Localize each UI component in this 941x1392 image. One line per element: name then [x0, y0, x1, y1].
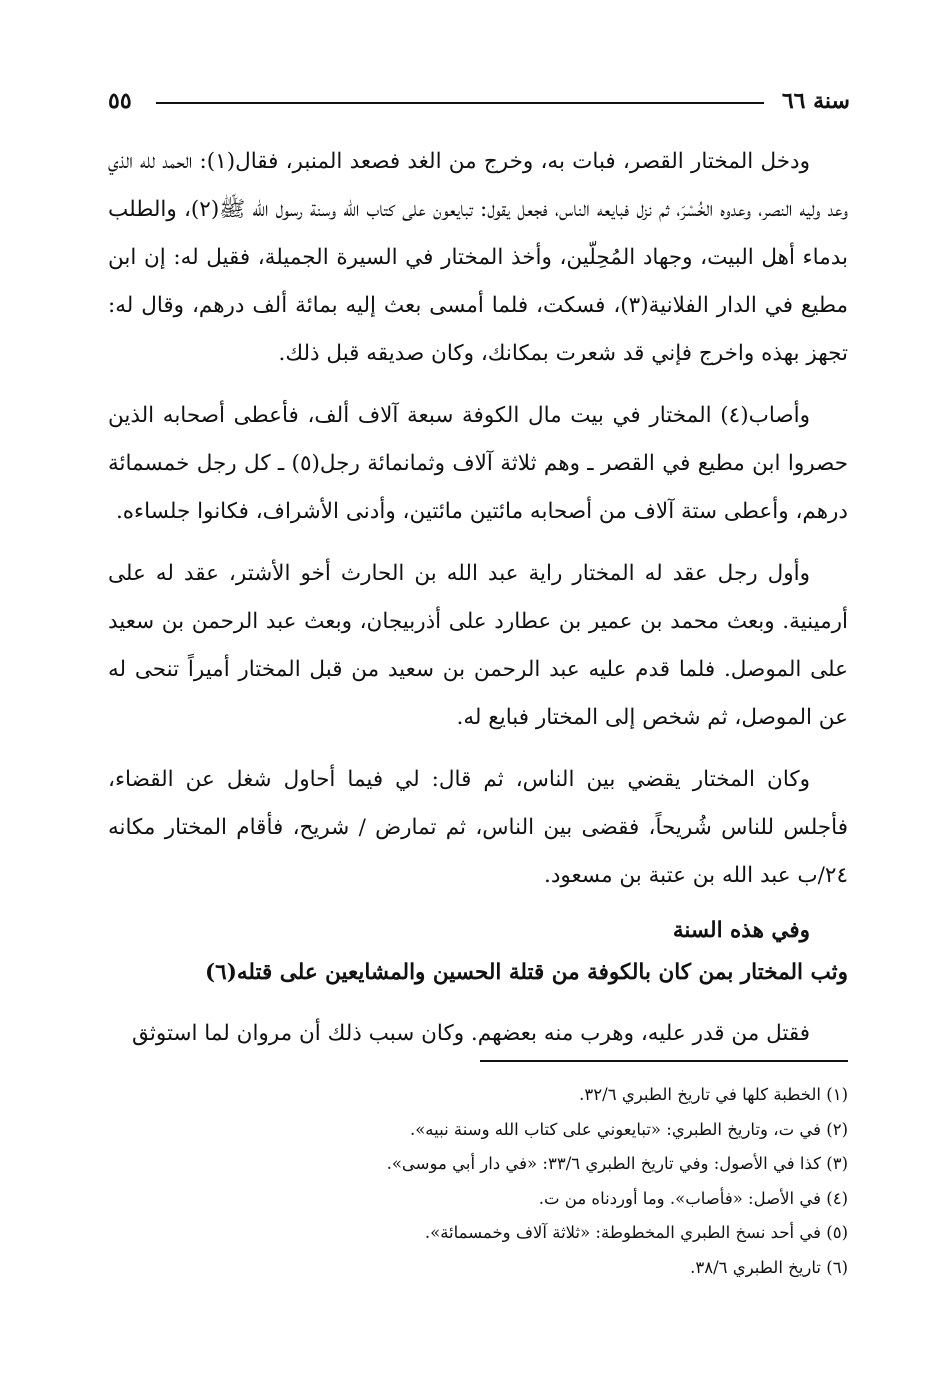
- paragraph-2: وأصاب(٤) المختار في بيت مال الكوفة سبعة آلاف ألف، فأعطى أصحابه الذين حصروا ابن مطيع في القصر ـ وهم ثلاثة آلاف وثمانمائة رجل(٥) ـ كل رجل خمسمائة درهم، وأعطى ستة آلاف من أصحابه مائتين مائتين، وأدنى الأشراف، فكانوا جلساءه.: [108, 403, 848, 524]
- main-text: [108, 138, 848, 1072]
- footnote-2: (٢) في ت، وتاريخ الطبري: «تبايعوني على كتاب الله وسنة نبيه».: [409, 1119, 848, 1139]
- paragraph-4: وكان المختار يقضي بين الناس، ثم قال: لي فيما أحاول شغل عن القضاء، فأجلس للناس شُريحاً، فقضى بين الناس، ثم تمارض / شريح، فأقام المختار مكانه ٢٤/ب عبد الله بن عتبة بن مسعود.: [108, 767, 848, 888]
- running-header: [108, 84, 850, 118]
- paragraph-3: وأول رجل عقد له المختار راية عبد الله بن الحارث أخو الأشتر، عقد له على أرمينية. وبعث محمد بن عمير بن عطارد على أذربيجان، وبعث عبد الرحمن بن سعيد على الموصل. فلما قدم عليه عبد الرحمن بن سعيد من قبل المختار أميراً تنحى له عن الموصل، ثم شخص إلى المختار فبايع له.: [108, 561, 848, 730]
- footnote-3: (٣) كذا في الأصول: وفي تاريخ الطبري ٣٣/٦: «في دار أبي موسى».: [386, 1154, 848, 1173]
- footnote-6: (٦) تاريخ الطبري ٣٨/٦.: [690, 1257, 848, 1277]
- section-subheading: وثب المختار بمن كان بالكوفة من قتلة الحسين والمشايعين على قتله(٦): [204, 960, 848, 985]
- footnote-4: (٤) في الأصل: «فأصاب». وما أوردناه من ت.: [538, 1188, 848, 1208]
- footnote-1: (١) الخطبة كلها في تاريخ الطبري ٣٢/٦.: [579, 1085, 848, 1104]
- page-number: ٥٥: [108, 88, 132, 114]
- footnote-separator: [480, 1060, 848, 1062]
- footnote-5: (٥) في أحد نسخ الطبري المخطوطة: «ثلاثة آلاف وخمسمائة».: [424, 1223, 848, 1242]
- paragraph-1: ودخل المختار القصر، فبات به، وخرج من الغد فصعد المنبر، فقال(١): الحمد لله الذي وعد وليه النصر، وعدوه الخُسْرَ، ثم نزل فبايعه الناس، فجعل يقول: تبايعون على كتاب الله وسنة رسول الله ﷺ(٢)، والطلب بدماء أهل البيت، وجهاد المُحِلّين، وأخذ المختار في السيرة الجميلة، فقيل له: إن ابن مطيع في الدار الفلانية(٣)، فسكت، فلما أمسى بعث إليه بمائة ألف درهم، وقال له: تجهز بهذه واخرج فإني قد شعرت بمكانك، وكان صديقه قبل ذلك.: [108, 149, 849, 366]
- header-rule: [156, 102, 764, 104]
- header-year: سنة ٦٦: [781, 88, 850, 114]
- footnotes: [108, 1078, 848, 1285]
- final-paragraph: فقتل من قدر عليه، وهرب منه بعضهم. وكان سبب ذلك أن مروان لما استوثق: [131, 1021, 810, 1046]
- section-heading: وفي هذه السنة: [672, 918, 810, 943]
